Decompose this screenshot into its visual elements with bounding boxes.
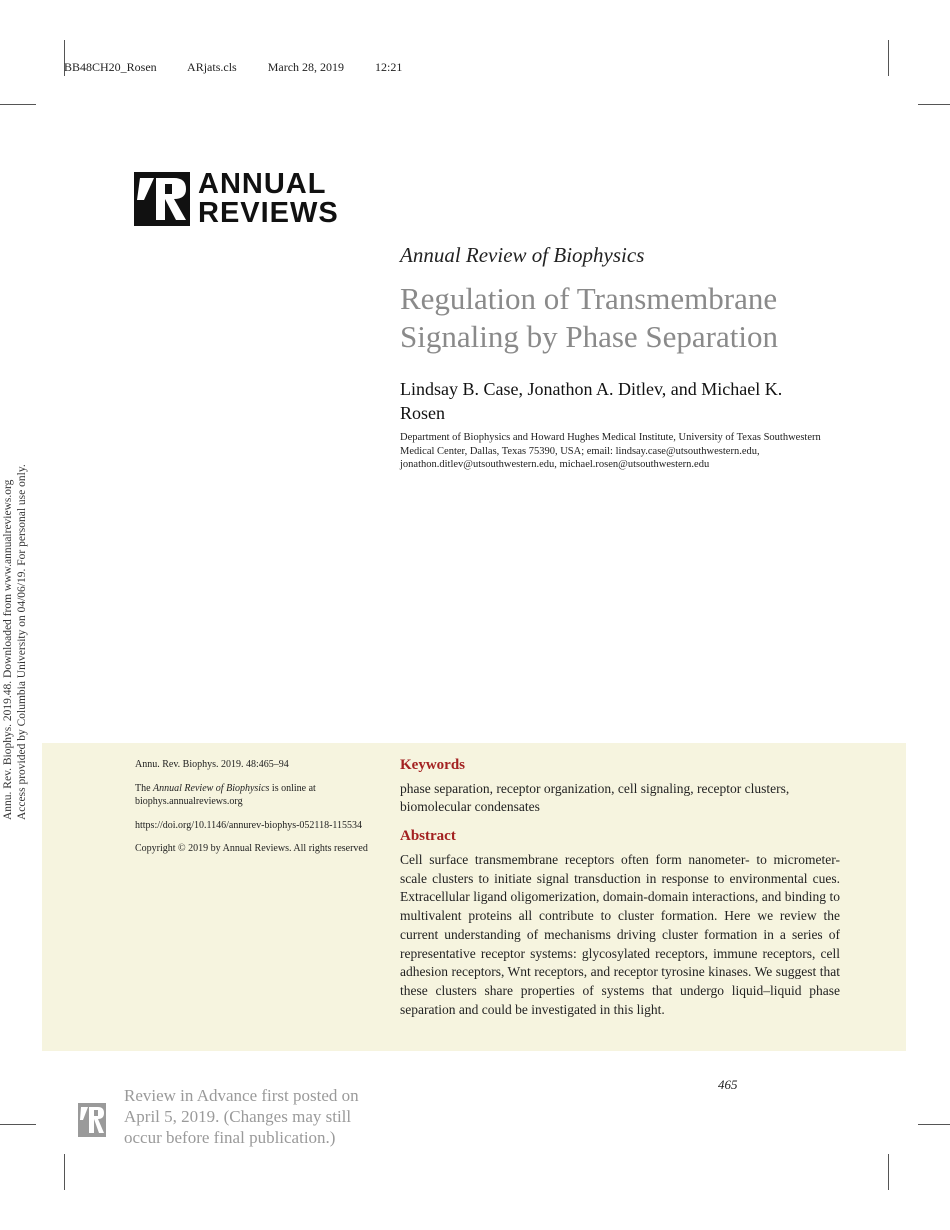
copyright-notice: Copyright © 2019 by Annual Reviews. All rights reserved (135, 843, 368, 854)
crop-mark-bottom-right-horizontal (918, 1124, 950, 1125)
article-title: Regulation of Transmembrane Signaling by Phase Separation (400, 281, 778, 354)
page-number: 465 (718, 1077, 738, 1092)
online-journal-name: Annual Review of Biophysics (153, 782, 270, 794)
download-notice (2, 420, 32, 820)
logo-wordmark (198, 170, 339, 228)
crop-mark-bottom-left-vertical (64, 1154, 65, 1190)
ar-small-logo-icon (78, 1103, 106, 1137)
annual-reviews-logo (134, 168, 344, 229)
logo-line-reviews: REVIEWS (198, 197, 339, 229)
crop-mark-bottom-left-horizontal (0, 1124, 36, 1125)
abstract-heading: Abstract (400, 828, 456, 844)
header-time: 12:21 (375, 60, 403, 74)
online-statement: The Annual Review of Biophysics is online at biophys.annualreviews.org (135, 782, 316, 807)
crop-mark-bottom-right-vertical (888, 1154, 889, 1190)
author-affiliation: Department of Biophysics and Howard Hughes Medical Institute, University of Texas Southwestern Medical Center, Dallas, Texas 75390, USA; email: lindsay.case@utsouthwestern.edu, jonathon.ditlev@utsouthwestern.edu, michael.rosen@utsouthwestern.edu (400, 432, 821, 470)
header-class: ARjats.cls (187, 60, 237, 74)
header-file: BB48CH20_Rosen (64, 60, 157, 74)
review-in-advance-notice: Review in Advance first posted on April 5, 2019. (Changes may still occur before final publication.) (124, 1086, 359, 1147)
journal-name: Annual Review of Biophysics (400, 243, 645, 267)
citation-reference: Annu. Rev. Biophys. 2019. 48:465–94 (135, 759, 289, 770)
keywords-heading: Keywords (400, 757, 465, 773)
annual-reviews-ar-logo-icon (134, 172, 190, 226)
citation-column (135, 758, 375, 866)
doi-link[interactable]: https://doi.org/10.1146/annurev-biophys-052118-115534 (135, 819, 363, 831)
ria-ar-logo (78, 1103, 106, 1137)
crop-mark-top-right-horizontal (918, 104, 950, 105)
keywords-abstract-column (400, 757, 840, 1019)
author-list: Lindsay B. Case, Jonathon A. Ditlev, and Michael K. Rosen (400, 379, 783, 423)
crop-mark-top-right-vertical (888, 40, 889, 76)
logo-line-annual: ANNUAL (198, 168, 327, 200)
print-header (64, 60, 430, 75)
header-date: March 28, 2019 (267, 60, 345, 74)
download-notice-line1: Annu. Rev. Biophys. 2019.48. Downloaded from www.annualreviews.org (2, 479, 14, 820)
download-notice-line2: Access provided by Columbia University on 04/06/19. For personal use only. (15, 464, 28, 820)
abstract-text: Cell surface transmembrane receptors often form nanometer- to micrometer-scale clusters to initiate signal transduction in response to environmental cues. Extracellular ligand oligomerization, domain-domain interactions, and binding to multivalent proteins all contribute to cluster formation. Here we review the current understanding of mechanisms driving cluster formation in a series of representative receptor systems: glycosylated receptors, immune receptors, cell adhesion receptors, Wnt receptors, and receptor tyrosine kinases. We suggest that these clusters share properties of systems that undergo liquid–liquid phase separation and could be investigated in this light. (400, 852, 840, 1017)
crop-mark-top-left-horizontal (0, 104, 36, 105)
keywords-text: phase separation, receptor organization, cell signaling, receptor clusters, biomolecular condensates (400, 781, 790, 814)
